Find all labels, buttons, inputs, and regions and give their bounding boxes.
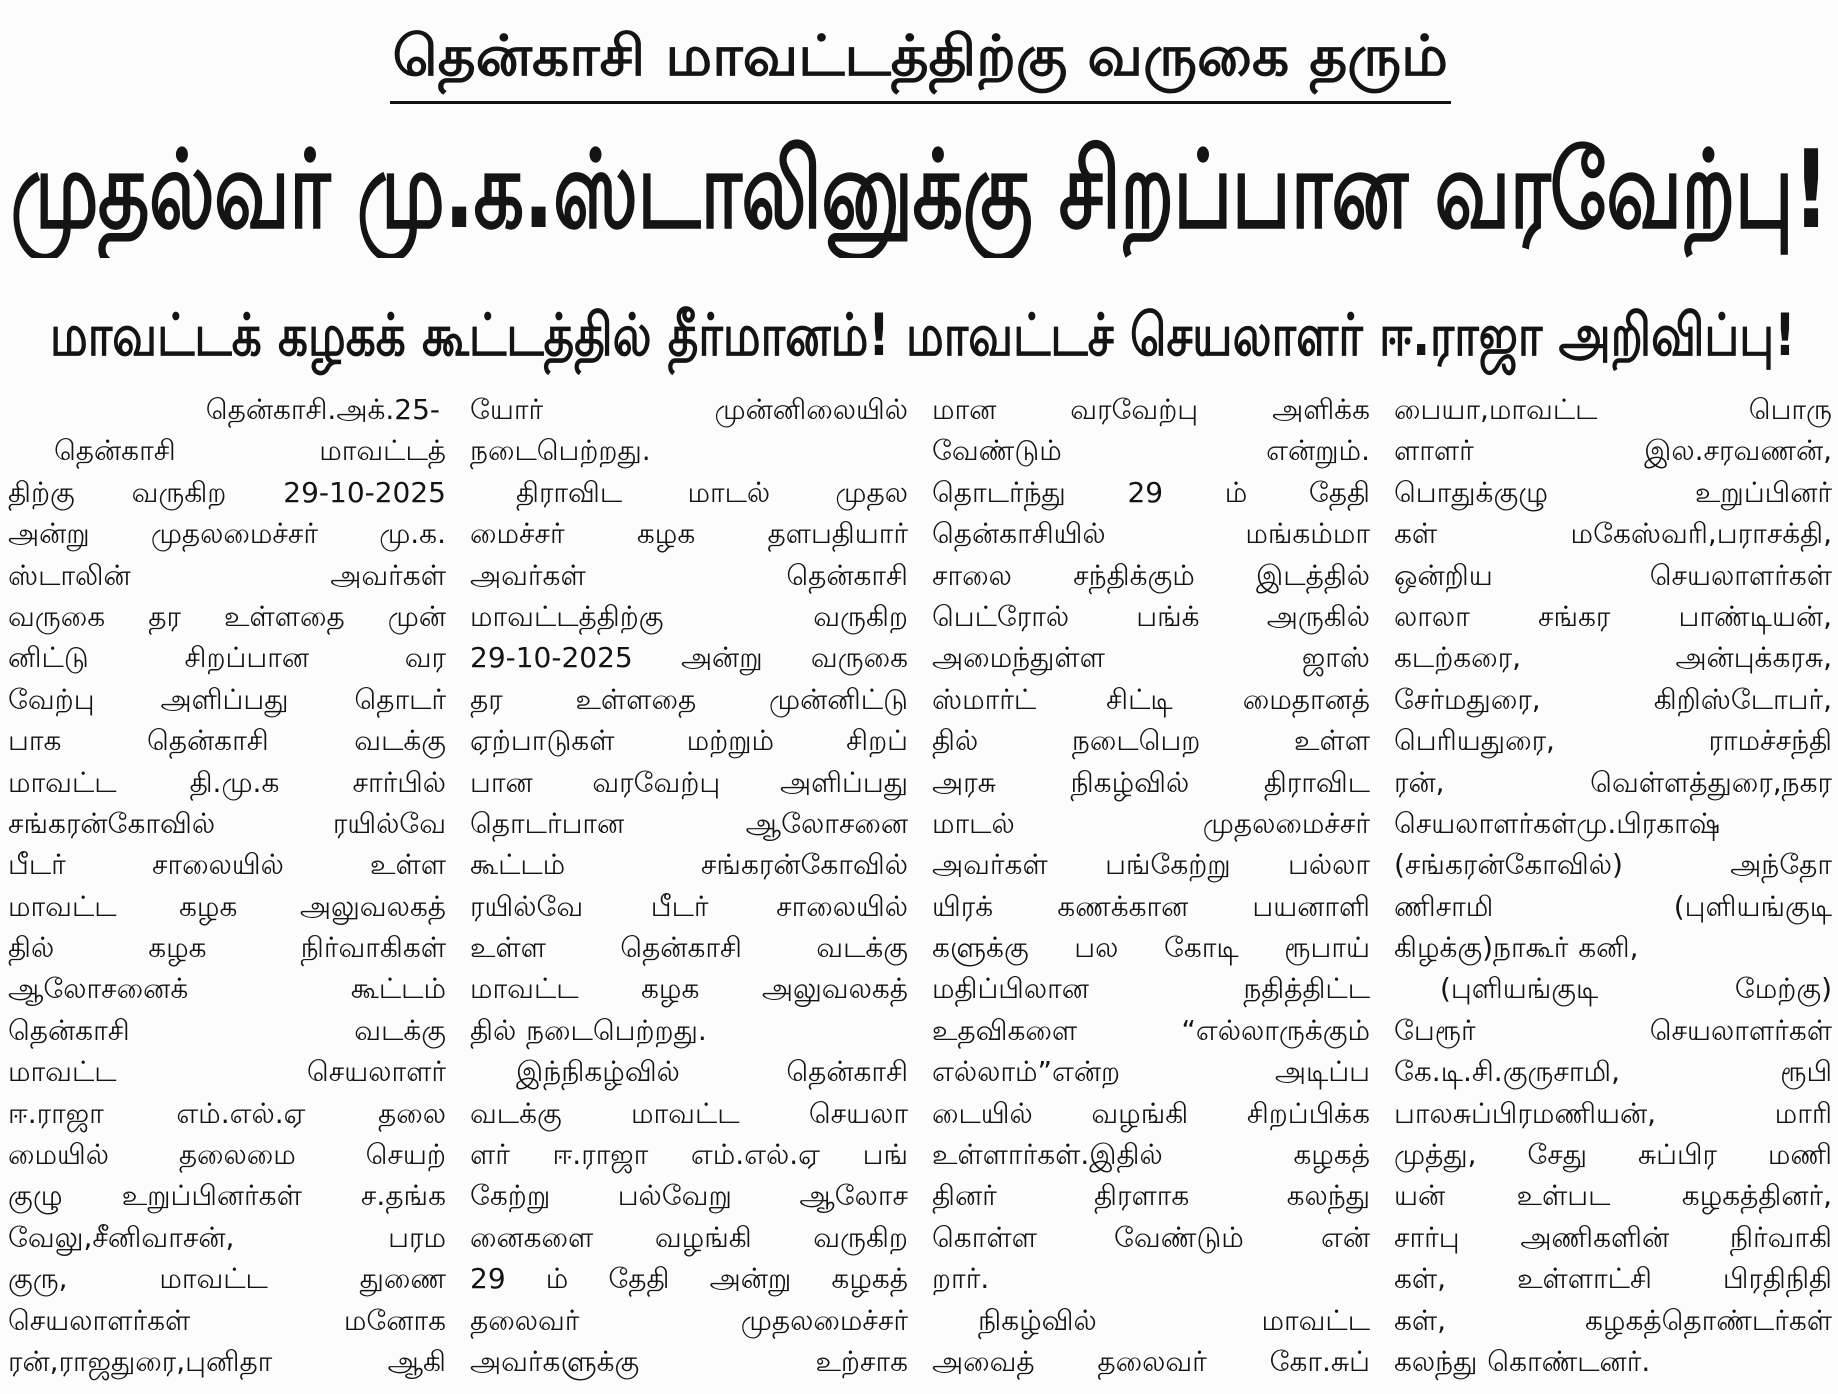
article-line: குரு, மாவட்ட துணை — [8, 1262, 446, 1296]
article-line: (சங்கரன்கோவில்) அந்தோ — [1394, 848, 1832, 882]
article-line: தலைவர் முதலமைச்சர் — [470, 1303, 908, 1337]
article-line: அரசு நிகழ்வில் திராவிட — [932, 765, 1370, 799]
kicker-underline — [390, 101, 1451, 104]
article-line: வேற்பு அளிப்பது தொடர் — [8, 682, 446, 716]
article-line: றார். — [932, 1262, 990, 1296]
article-line: தில் நடைபெற உள்ள — [932, 724, 1370, 758]
article-line: கே.டி.சி.குருசாமி, ரூபி — [1394, 1055, 1832, 1089]
article-line: நடைபெற்றது. — [470, 434, 651, 468]
article-line: தர உள்ளதை முன்னிட்டு — [470, 682, 908, 716]
article-line: ஏற்பாடுகள் மற்றும் சிறப் — [470, 724, 908, 758]
article-line: இந்நிகழ்வில் தென்காசி — [516, 1055, 908, 1089]
article-line: மாவட்ட கழக அலுவலகத் — [470, 972, 908, 1006]
article-line: ளர் ஈ.ராஜா எம்.எல்.ஏ பங் — [470, 1138, 908, 1172]
article-line: பீடர் சாலையில் உள்ள — [8, 848, 446, 882]
subheadline-container — [50, 294, 1796, 376]
article-line: ணிசாமி (புளியங்குடி — [1394, 889, 1832, 923]
article-line: தென்காசி மாவட்டத் — [54, 434, 446, 468]
article-line: கொள்ள வேண்டும் என் — [932, 1220, 1370, 1254]
article-line: யன் உள்பட கழகத்தினர், — [1394, 1179, 1832, 1213]
article-line: லாலா சங்கர பாண்டியன், — [1394, 599, 1832, 633]
article-line: பெட்ரோல் பங்க் அருகில் — [932, 599, 1370, 633]
article-line: மாவட்ட தி.மு.க சார்பில் — [8, 765, 446, 799]
article-line: செயலாளர்கள் மனோக — [8, 1303, 446, 1337]
article-line: தென்காசியில் மங்கம்மா — [932, 517, 1370, 551]
article-line: உள்ள தென்காசி வடக்கு — [470, 931, 908, 965]
article-line: பான வரவேற்பு அளிப்பது — [470, 765, 908, 799]
article-column — [8, 389, 446, 1382]
article-line: ஒன்றிய செயலாளர்கள் — [1394, 558, 1832, 592]
article-line: அன்று முதலமைச்சர் மு.க. — [8, 517, 446, 551]
article-line: தொடர்ந்து 29 ம் தேதி — [932, 475, 1370, 509]
article-line: சங்கரன்கோவில் ரயில்வே — [8, 806, 446, 840]
article-line: மதிப்பிலான நதித்திட்ட — [932, 972, 1370, 1006]
article-line: வடக்கு மாவட்ட செயலா — [470, 1096, 908, 1130]
article-line: பாக தென்காசி வடக்கு — [8, 724, 446, 758]
article-line: (புளியங்குடி மேற்கு) — [1440, 972, 1832, 1006]
article-line: அவர்கள் தென்காசி — [470, 558, 908, 592]
article-line: கள் மகேஸ்வரி,பராசக்தி, — [1394, 517, 1832, 551]
article-line: யிரக் கணக்கான பயனாளி — [932, 889, 1370, 923]
article-line: னைகளை வழங்கி வருகிற — [470, 1220, 908, 1254]
article-line: கிழக்கு)நாகூர் கனி, — [1394, 931, 1639, 965]
article-column — [1394, 389, 1832, 1382]
article-line: மாவட்ட கழக அலுவலகத் — [8, 889, 446, 923]
article-line: கள், கழகத்தொண்டர்கள் — [1394, 1303, 1832, 1337]
article-line: பெரியதுரை, ராமச்சந்தி — [1394, 724, 1832, 758]
article-line: ஈ.ராஜா எம்.எல்.ஏ தலை — [8, 1096, 446, 1130]
article-line: திற்கு வருகிற 29-10-2025 — [8, 475, 446, 509]
article-line: மாவட்ட செயலாளர் — [8, 1055, 446, 1089]
article-line: கூட்டம் சங்கரன்கோவில் — [470, 848, 908, 882]
article-line: கடற்கரை, அன்புக்கரசு, — [1394, 641, 1832, 675]
article-line: ளாளர் இல.சரவணன், — [1394, 434, 1832, 468]
article-line: கேற்று பல்வேறு ஆலோச — [470, 1179, 908, 1213]
article-line: தில் கழக நிர்வாகிகள் — [8, 931, 446, 965]
article-line: மாடல் முதலமைச்சர் — [932, 806, 1370, 840]
article-line: கள், உள்ளாட்சி பிரதிநிதி — [1394, 1262, 1832, 1296]
sub-headline: மாவட்டக் கழகக் கூட்டத்தில் தீர்மானம்! மாவட்டச் செயலாளர் ஈ.ராஜா அறிவிப்பு! — [50, 301, 1796, 369]
article-line: ஆலோசனைக் கூட்டம் — [8, 972, 446, 1006]
article-line: எல்லாம்”என்ற அடிப்ப — [932, 1055, 1370, 1089]
article-line: ரன், வெள்ளத்துரை,நகர — [1394, 765, 1832, 799]
article-column — [470, 389, 908, 1382]
article-line: அவர்களுக்கு உற்சாக — [470, 1344, 908, 1378]
article-body — [8, 389, 1832, 1382]
article-line: முத்து, சேது சுப்பிர மணி — [1394, 1138, 1832, 1172]
article-line: சாலை சந்திக்கும் இடத்தில் — [932, 558, 1370, 592]
article-line: அவர்கள் பங்கேற்று பல்லா — [932, 848, 1370, 882]
article-line: அவைத் தலைவர் கோ.சுப் — [932, 1344, 1370, 1378]
article-line: வருகை தர உள்ளதை முன் — [8, 599, 446, 633]
article-line: அமைந்துள்ள ஜாஸ் — [932, 641, 1370, 675]
article-line: பையா,மாவட்ட பொரு — [1394, 393, 1832, 426]
article-line: மையில் தலைமை செயற் — [8, 1138, 446, 1172]
article-line: குழு உறுப்பினர்கள் ச.தங்க — [8, 1179, 446, 1213]
article-line: மைச்சர் கழக தளபதியார் — [470, 517, 908, 551]
article-line: பொதுக்குழு உறுப்பினர் — [1394, 475, 1832, 509]
article-line: 29 ம் தேதி அன்று கழகத் — [470, 1262, 908, 1296]
article-line: பேரூர் செயலாளர்கள் — [1394, 1013, 1832, 1047]
dateline: தென்காசி.அக்.25- — [205, 393, 440, 426]
kicker-headline: தென்காசி மாவட்டத்திற்கு வருகை தரும் — [392, 24, 1448, 89]
article-line: மான வரவேற்பு அளிக்க — [932, 393, 1370, 426]
article-line: நிகழ்வில் மாவட்ட — [978, 1303, 1370, 1337]
article-line: ஸ்டாலின் அவர்கள் — [8, 558, 446, 592]
article-line: தொடர்பான ஆலோசனை — [470, 806, 908, 840]
article-line: வேண்டும் என்றும். — [932, 434, 1370, 468]
main-headline: முதல்வர் மு.க.ஸ்டாலினுக்கு சிறப்பான வரவேற்பு! — [10, 128, 1828, 253]
article-line: தில் நடைபெற்றது. — [470, 1013, 707, 1047]
article-line: டையில் வழங்கி சிறப்பிக்க — [932, 1096, 1370, 1130]
article-line: உதவிகளை “எல்லாருக்கும் — [932, 1013, 1370, 1047]
article-column — [932, 389, 1370, 1382]
article-line: ரயில்வே பீடர் சாலையில் — [470, 889, 908, 923]
article-line: னிட்டு சிறப்பான வர — [8, 641, 446, 675]
article-line: கலந்து கொண்டனர். — [1394, 1344, 1651, 1378]
article-line: களுக்கு பல கோடி ரூபாய் — [932, 931, 1370, 965]
article-line: தினர் திரளாக கலந்து — [932, 1179, 1370, 1213]
article-line: தென்காசி வடக்கு — [8, 1013, 446, 1047]
article-line: யோர் முன்னிலையில் — [470, 393, 908, 426]
article-line: உள்ளார்கள்.இதில் கழகத் — [932, 1138, 1370, 1172]
kicker-container — [392, 14, 1448, 100]
article-line: மாவட்டத்திற்கு வருகிற — [470, 599, 908, 633]
headline-container — [10, 124, 1828, 258]
article-line: வேலு,சீனிவாசன், பரம — [8, 1220, 446, 1254]
article-line: திராவிட மாடல் முதல — [516, 475, 908, 509]
article-line: சார்பு அணிகளின் நிர்வாகி — [1394, 1220, 1832, 1254]
article-line: 29-10-2025 அன்று வருகை — [470, 641, 908, 675]
article-line: பாலசுப்பிரமணியன், மாரி — [1394, 1096, 1832, 1130]
article-line: ஸ்மார்ட் சிட்டி மைதானத் — [932, 682, 1370, 716]
article-line: சேர்மதுரை, கிறிஸ்டோபர், — [1394, 682, 1832, 716]
article-line: செயலாளர்கள்மு.பிரகாஷ் — [1394, 806, 1721, 840]
article-line: ரன்,ராஜதுரை,புனிதா ஆகி — [8, 1344, 446, 1378]
